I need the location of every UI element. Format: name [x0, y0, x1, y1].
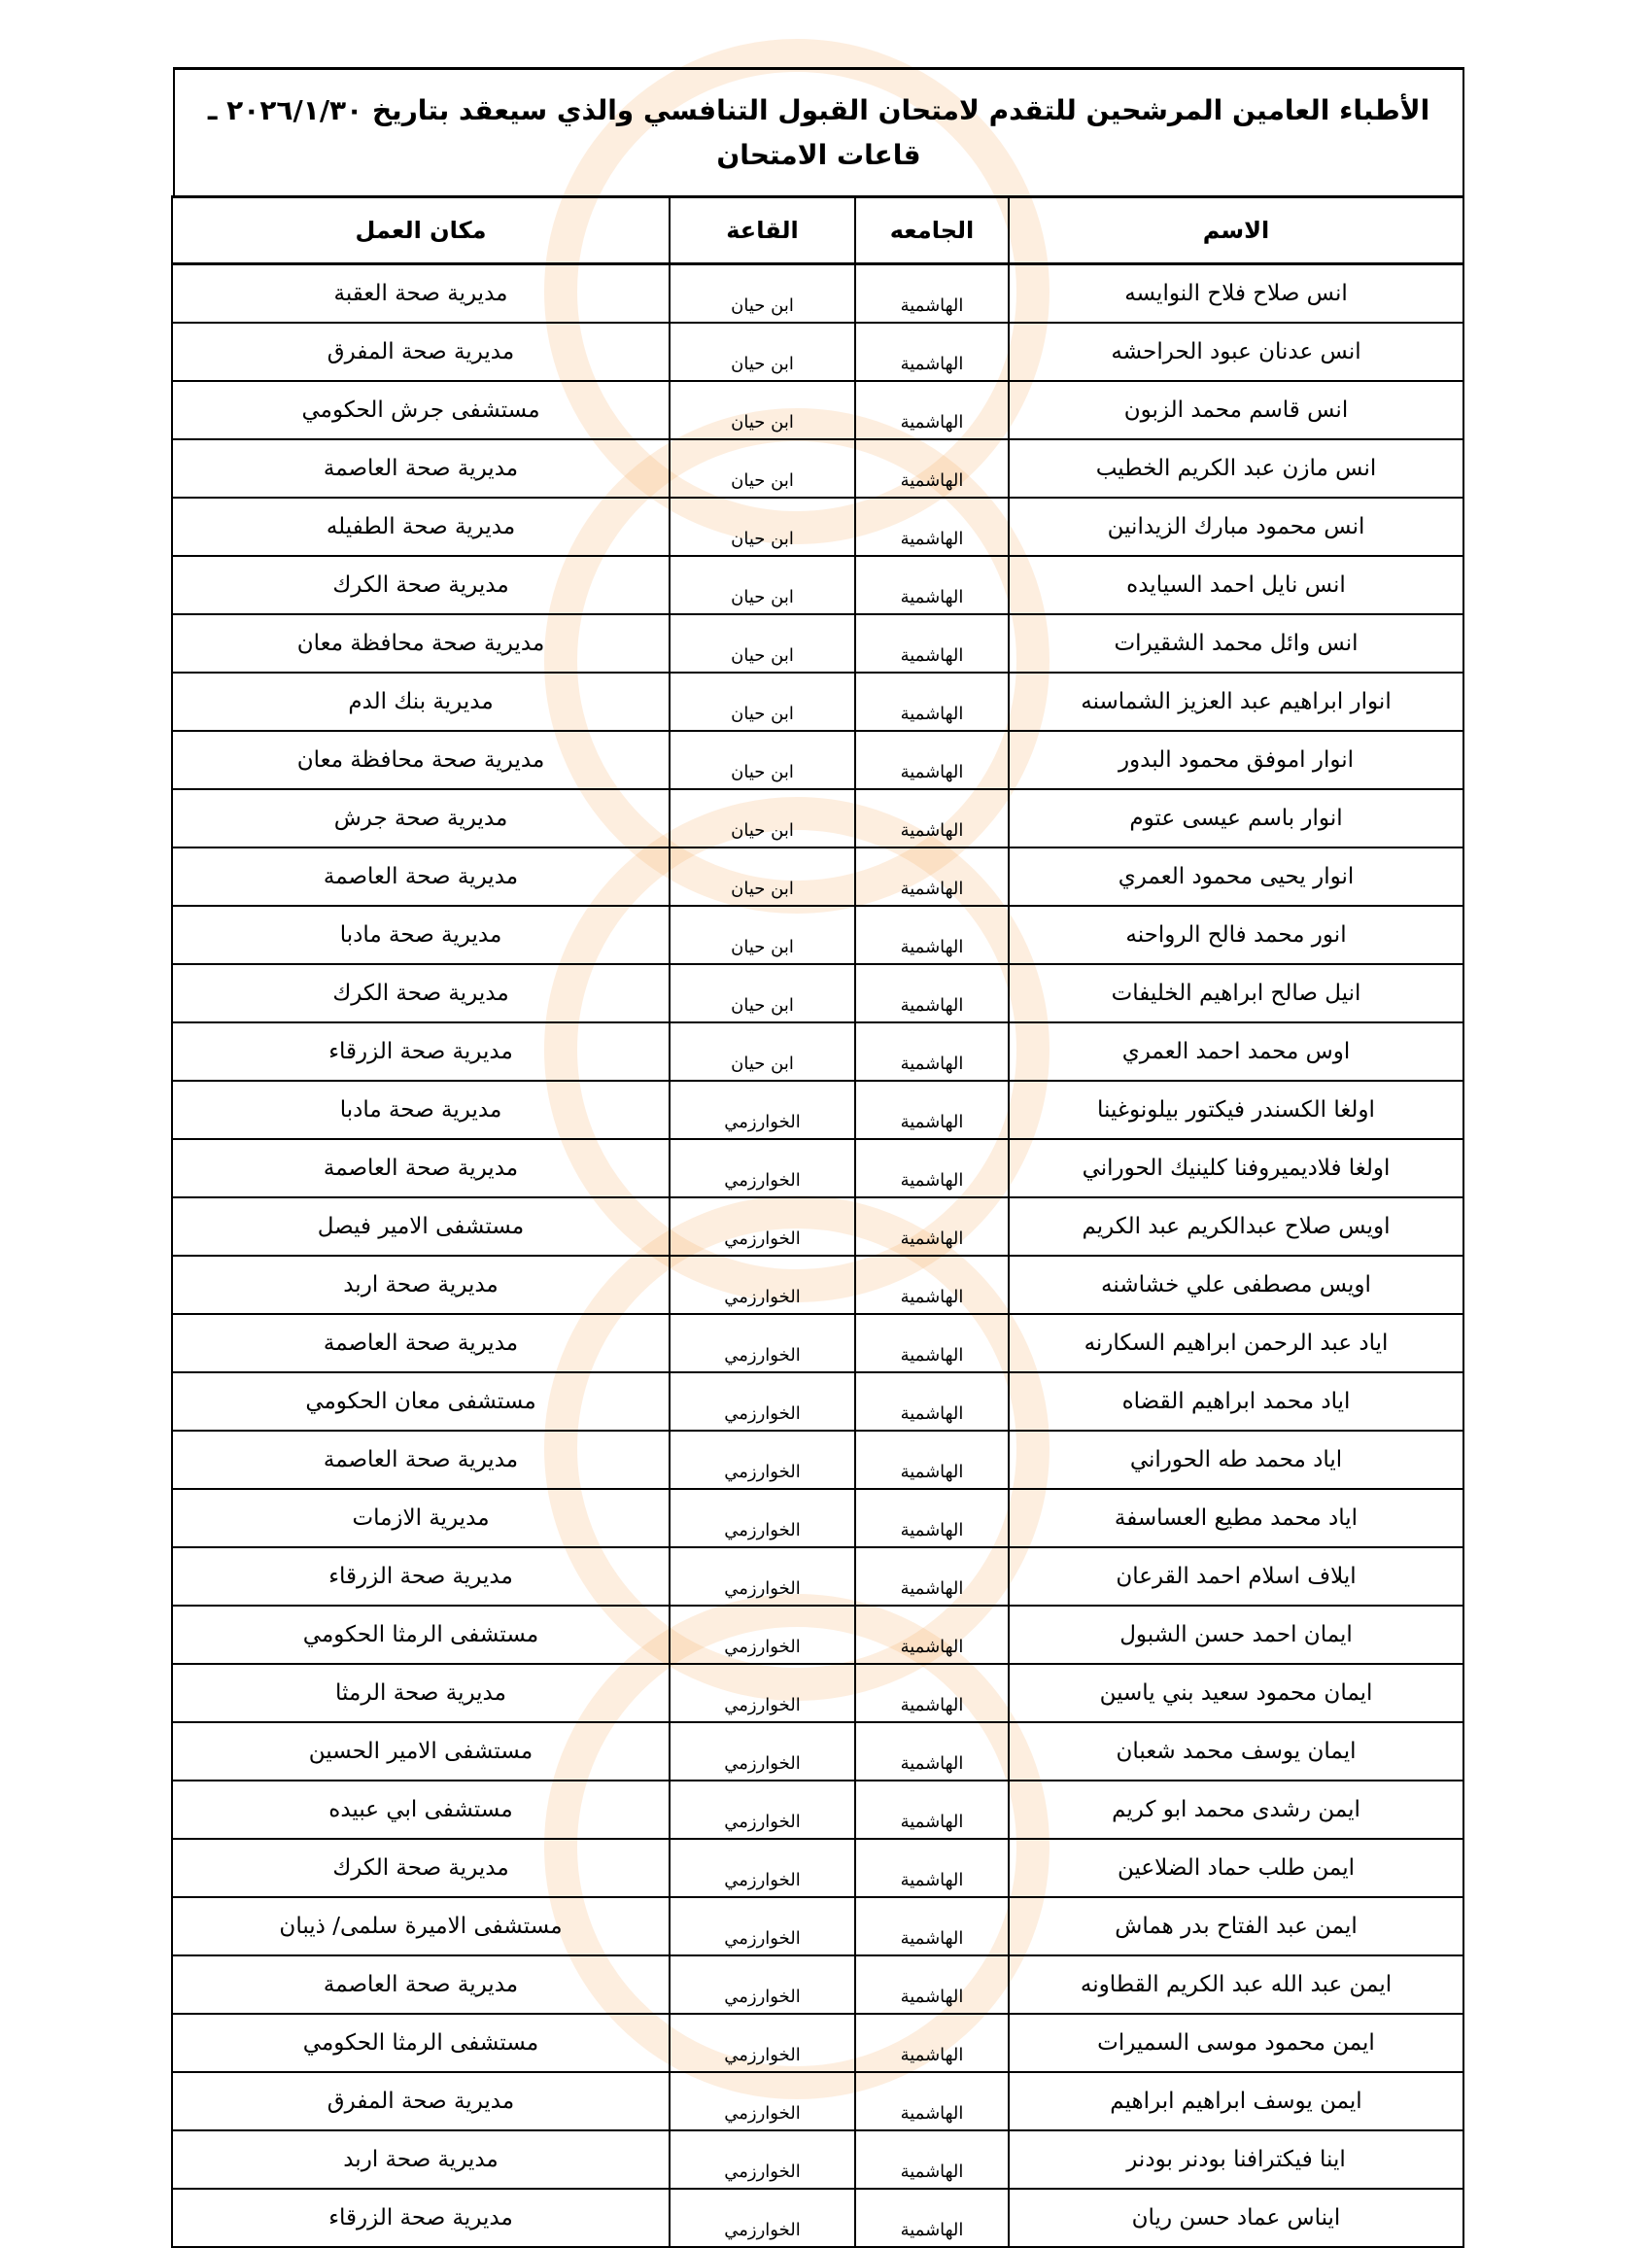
table-row — [172, 439, 1463, 498]
cell-university: الهاشمية — [855, 1022, 1009, 1081]
cell-university: الهاشمية — [855, 1897, 1009, 1955]
cell-hall: الخوارزمي — [670, 1372, 855, 1431]
table-row — [172, 1314, 1463, 1372]
cell-workplace: مستشفى الامير الحسين — [172, 1722, 670, 1781]
cell-hall: الخوارزمي — [670, 1139, 855, 1197]
cell-hall: الخوارزمي — [670, 1489, 855, 1547]
table-row — [172, 1489, 1463, 1547]
cell-hall: الخوارزمي — [670, 1431, 855, 1489]
cell-hall: ابن حيان — [670, 556, 855, 614]
cell-hall: ابن حيان — [670, 673, 855, 731]
cell-name: انس محمود مبارك الزيدانين — [1009, 498, 1463, 556]
table-row — [172, 614, 1463, 673]
cell-university: الهاشمية — [855, 1489, 1009, 1547]
cell-university: الهاشمية — [855, 789, 1009, 847]
cell-hall: ابن حيان — [670, 1022, 855, 1081]
table-row — [172, 731, 1463, 789]
cell-workplace: مديرية صحة العقبة — [172, 264, 670, 324]
cell-workplace: مديرية صحة اربد — [172, 2130, 670, 2189]
table-row — [172, 847, 1463, 906]
cell-hall: الخوارزمي — [670, 1664, 855, 1722]
table-row — [172, 673, 1463, 731]
cell-name: انور محمد فالح الرواحنه — [1009, 906, 1463, 964]
cell-hall: الخوارزمي — [670, 2014, 855, 2072]
cell-hall: الخوارزمي — [670, 1314, 855, 1372]
header-university: الجامعه — [855, 197, 1009, 264]
table-row — [172, 1547, 1463, 1606]
cell-name: اياد محمد مطيع العساسفة — [1009, 1489, 1463, 1547]
cell-name: انوار ابراهيم عبد العزيز الشماسنه — [1009, 673, 1463, 731]
table-row — [172, 2189, 1463, 2247]
cell-university: الهاشمية — [855, 906, 1009, 964]
table-row — [172, 964, 1463, 1022]
cell-hall: الخوارزمي — [670, 2072, 855, 2130]
cell-university: الهاشمية — [855, 1081, 1009, 1139]
cell-hall: الخوارزمي — [670, 1081, 855, 1139]
cell-university: الهاشمية — [855, 1722, 1009, 1781]
cell-name: اياد عبد الرحمن ابراهيم السكارنه — [1009, 1314, 1463, 1372]
cell-name: اياد محمد ابراهيم القضاه — [1009, 1372, 1463, 1431]
cell-workplace: مديرية صحة الكرك — [172, 964, 670, 1022]
cell-hall: ابن حيان — [670, 731, 855, 789]
cell-workplace: مستشفى ابي عبيده — [172, 1781, 670, 1839]
cell-hall: الخوارزمي — [670, 1606, 855, 1664]
table-row — [172, 1722, 1463, 1781]
cell-hall: الخوارزمي — [670, 1955, 855, 2014]
cell-workplace: مستشفى الرمثا الحكومي — [172, 1606, 670, 1664]
cell-name: ايمان محمود سعيد بني ياسين — [1009, 1664, 1463, 1722]
cell-workplace: مديرية صحة مادبا — [172, 1081, 670, 1139]
cell-university: الهاشمية — [855, 964, 1009, 1022]
cell-hall: ابن حيان — [670, 264, 855, 324]
cell-hall: ابن حيان — [670, 906, 855, 964]
cell-name: اويس مصطفى علي خشاشنه — [1009, 1256, 1463, 1314]
table-row — [172, 1256, 1463, 1314]
cell-workplace: مديرية صحة العاصمة — [172, 1431, 670, 1489]
cell-hall: الخوارزمي — [670, 1256, 855, 1314]
cell-name: انوار باسم عيسى عتوم — [1009, 789, 1463, 847]
cell-name: انوار يحيى محمود العمري — [1009, 847, 1463, 906]
cell-name: ايمان يوسف محمد شعبان — [1009, 1722, 1463, 1781]
cell-workplace: مديرية صحة الزرقاء — [172, 1022, 670, 1081]
cell-hall: الخوارزمي — [670, 2130, 855, 2189]
cell-workplace: مديرية صحة محافظة معان — [172, 614, 670, 673]
cell-university: الهاشمية — [855, 1256, 1009, 1314]
cell-university: الهاشمية — [855, 2072, 1009, 2130]
cell-hall: الخوارزمي — [670, 2189, 855, 2247]
cell-university: الهاشمية — [855, 2014, 1009, 2072]
cell-workplace: مديرية الازمات — [172, 1489, 670, 1547]
cell-workplace: مديرية صحة العاصمة — [172, 1955, 670, 2014]
table-row — [172, 2014, 1463, 2072]
cell-name: ايمن يوسف ابراهيم ابراهيم — [1009, 2072, 1463, 2130]
cell-name: اولغا فلاديميروفنا كلينيك الحوراني — [1009, 1139, 1463, 1197]
table-row — [172, 1372, 1463, 1431]
cell-hall: ابن حيان — [670, 789, 855, 847]
cell-university: الهاشمية — [855, 556, 1009, 614]
cell-name: انس عدنان عبود الحراحشه — [1009, 323, 1463, 381]
table-row — [172, 1022, 1463, 1081]
cell-workplace: مديرية صحة الكرك — [172, 1839, 670, 1897]
cell-hall: ابن حيان — [670, 964, 855, 1022]
cell-name: ايمان احمد حسن الشبول — [1009, 1606, 1463, 1664]
table-row — [172, 1839, 1463, 1897]
cell-university: الهاشمية — [855, 1547, 1009, 1606]
table-row — [172, 1664, 1463, 1722]
cell-hall: ابن حيان — [670, 614, 855, 673]
cell-workplace: مديرية صحة العاصمة — [172, 1314, 670, 1372]
cell-university: الهاشمية — [855, 1839, 1009, 1897]
cell-workplace: مديرية صحة الزرقاء — [172, 1547, 670, 1606]
cell-workplace: مديرية صحة الزرقاء — [172, 2189, 670, 2247]
cell-workplace: مديرية صحة محافظة معان — [172, 731, 670, 789]
cell-workplace: مديرية صحة مادبا — [172, 906, 670, 964]
table-row — [172, 1081, 1463, 1139]
cell-university: الهاشمية — [855, 1314, 1009, 1372]
table-row — [172, 1431, 1463, 1489]
cell-university: الهاشمية — [855, 614, 1009, 673]
cell-university: الهاشمية — [855, 1955, 1009, 2014]
cell-workplace: مستشفى معان الحكومي — [172, 1372, 670, 1431]
cell-university: الهاشمية — [855, 731, 1009, 789]
cell-university: الهاشمية — [855, 1372, 1009, 1431]
cell-university: الهاشمية — [855, 1664, 1009, 1722]
table-row — [172, 906, 1463, 964]
cell-university: الهاشمية — [855, 323, 1009, 381]
cell-workplace: مديرية صحة الطفيله — [172, 498, 670, 556]
cell-university: الهاشمية — [855, 2130, 1009, 2189]
cell-workplace: مديرية صحة المفرق — [172, 323, 670, 381]
cell-university: الهاشمية — [855, 1606, 1009, 1664]
cell-name: اويس صلاح عبدالكريم عبد الكريم — [1009, 1197, 1463, 1256]
cell-university: الهاشمية — [855, 847, 1009, 906]
table-row — [172, 1606, 1463, 1664]
table-row — [172, 1139, 1463, 1197]
cell-hall: الخوارزمي — [670, 1897, 855, 1955]
cell-name: انس نايل احمد السيايده — [1009, 556, 1463, 614]
cell-name: اوس محمد احمد العمري — [1009, 1022, 1463, 1081]
table-row — [172, 264, 1463, 324]
cell-university: الهاشمية — [855, 1781, 1009, 1839]
cell-name: انس صلاح فلاح النوايسه — [1009, 264, 1463, 324]
cell-name: انس وائل محمد الشقيرات — [1009, 614, 1463, 673]
cell-name: ايمن عبد الله عبد الكريم القطاونه — [1009, 1955, 1463, 2014]
cell-university: الهاشمية — [855, 1197, 1009, 1256]
table-header-row — [172, 197, 1463, 264]
cell-hall: ابن حيان — [670, 439, 855, 498]
cell-name: ايمن رشدى محمد ابو كريم — [1009, 1781, 1463, 1839]
cell-hall: الخوارزمي — [670, 1722, 855, 1781]
cell-name: ايمن عبد الفتاح بدر هماش — [1009, 1897, 1463, 1955]
header-name: الاسم — [1009, 197, 1463, 264]
cell-hall: الخوارزمي — [670, 1781, 855, 1839]
table-row — [172, 381, 1463, 439]
document-title: الأطباء العامين المرشحين للتقدم لامتحان القبول التنافسي والذي سيعقد بتاريخ ٢٠٢٦/١/٣٠ ـ قاعات الامتحان — [173, 67, 1464, 195]
cell-hall: ابن حيان — [670, 323, 855, 381]
table-row — [172, 323, 1463, 381]
cell-name: اينا فيكترافنا بودنر بودنر — [1009, 2130, 1463, 2189]
table-row — [172, 1197, 1463, 1256]
cell-workplace: مديرية صحة المفرق — [172, 2072, 670, 2130]
cell-workplace: مديرية صحة العاصمة — [172, 439, 670, 498]
cell-workplace: مديرية صحة اربد — [172, 1256, 670, 1314]
cell-university: الهاشمية — [855, 673, 1009, 731]
cell-hall: ابن حيان — [670, 847, 855, 906]
cell-hall: الخوارزمي — [670, 1547, 855, 1606]
cell-name: ايناس عماد حسن ريان — [1009, 2189, 1463, 2247]
cell-university: الهاشمية — [855, 381, 1009, 439]
cell-workplace: مستشفى الرمثا الحكومي — [172, 2014, 670, 2072]
table-row — [172, 1897, 1463, 1955]
cell-workplace: مديرية بنك الدم — [172, 673, 670, 731]
cell-workplace: مديرية صحة الرمثا — [172, 1664, 670, 1722]
cell-name: انس قاسم محمد الزبون — [1009, 381, 1463, 439]
cell-workplace: مستشفى جرش الحكومي — [172, 381, 670, 439]
cell-hall: ابن حيان — [670, 381, 855, 439]
cell-workplace: مديرية صحة الكرك — [172, 556, 670, 614]
cell-hall: الخوارزمي — [670, 1197, 855, 1256]
cell-workplace: مستشفى الامير فيصل — [172, 1197, 670, 1256]
cell-name: ايلاف اسلام احمد القرعان — [1009, 1547, 1463, 1606]
candidates-document — [173, 67, 1464, 2248]
table-row — [172, 1955, 1463, 2014]
cell-university: الهاشمية — [855, 498, 1009, 556]
cell-workplace: مديرية صحة العاصمة — [172, 1139, 670, 1197]
header-workplace: مكان العمل — [172, 197, 670, 264]
cell-workplace: مديرية صحة جرش — [172, 789, 670, 847]
cell-name: اولغا الكسندر فيكتور بيلونوغينا — [1009, 1081, 1463, 1139]
table-row — [172, 2130, 1463, 2189]
cell-university: الهاشمية — [855, 2189, 1009, 2247]
cell-university: الهاشمية — [855, 264, 1009, 324]
table-row — [172, 498, 1463, 556]
header-hall: القاعة — [670, 197, 855, 264]
cell-name: اياد محمد طه الحوراني — [1009, 1431, 1463, 1489]
cell-hall: الخوارزمي — [670, 1839, 855, 1897]
cell-name: انيل صالح ابراهيم الخليفات — [1009, 964, 1463, 1022]
cell-name: انوار اموفق محمود البدور — [1009, 731, 1463, 789]
cell-workplace: مديرية صحة العاصمة — [172, 847, 670, 906]
cell-university: الهاشمية — [855, 1139, 1009, 1197]
cell-name: ايمن محمود موسى السميرات — [1009, 2014, 1463, 2072]
cell-university: الهاشمية — [855, 1431, 1009, 1489]
candidates-table — [171, 195, 1464, 2248]
cell-university: الهاشمية — [855, 439, 1009, 498]
cell-workplace: مستشفى الاميرة سلمى/ ذيبان — [172, 1897, 670, 1955]
table-row — [172, 556, 1463, 614]
cell-hall: ابن حيان — [670, 498, 855, 556]
table-row — [172, 1781, 1463, 1839]
cell-name: ايمن طلب حماد الضلاعين — [1009, 1839, 1463, 1897]
cell-name: انس مازن عبد الكريم الخطيب — [1009, 439, 1463, 498]
table-row — [172, 2072, 1463, 2130]
table-row — [172, 789, 1463, 847]
